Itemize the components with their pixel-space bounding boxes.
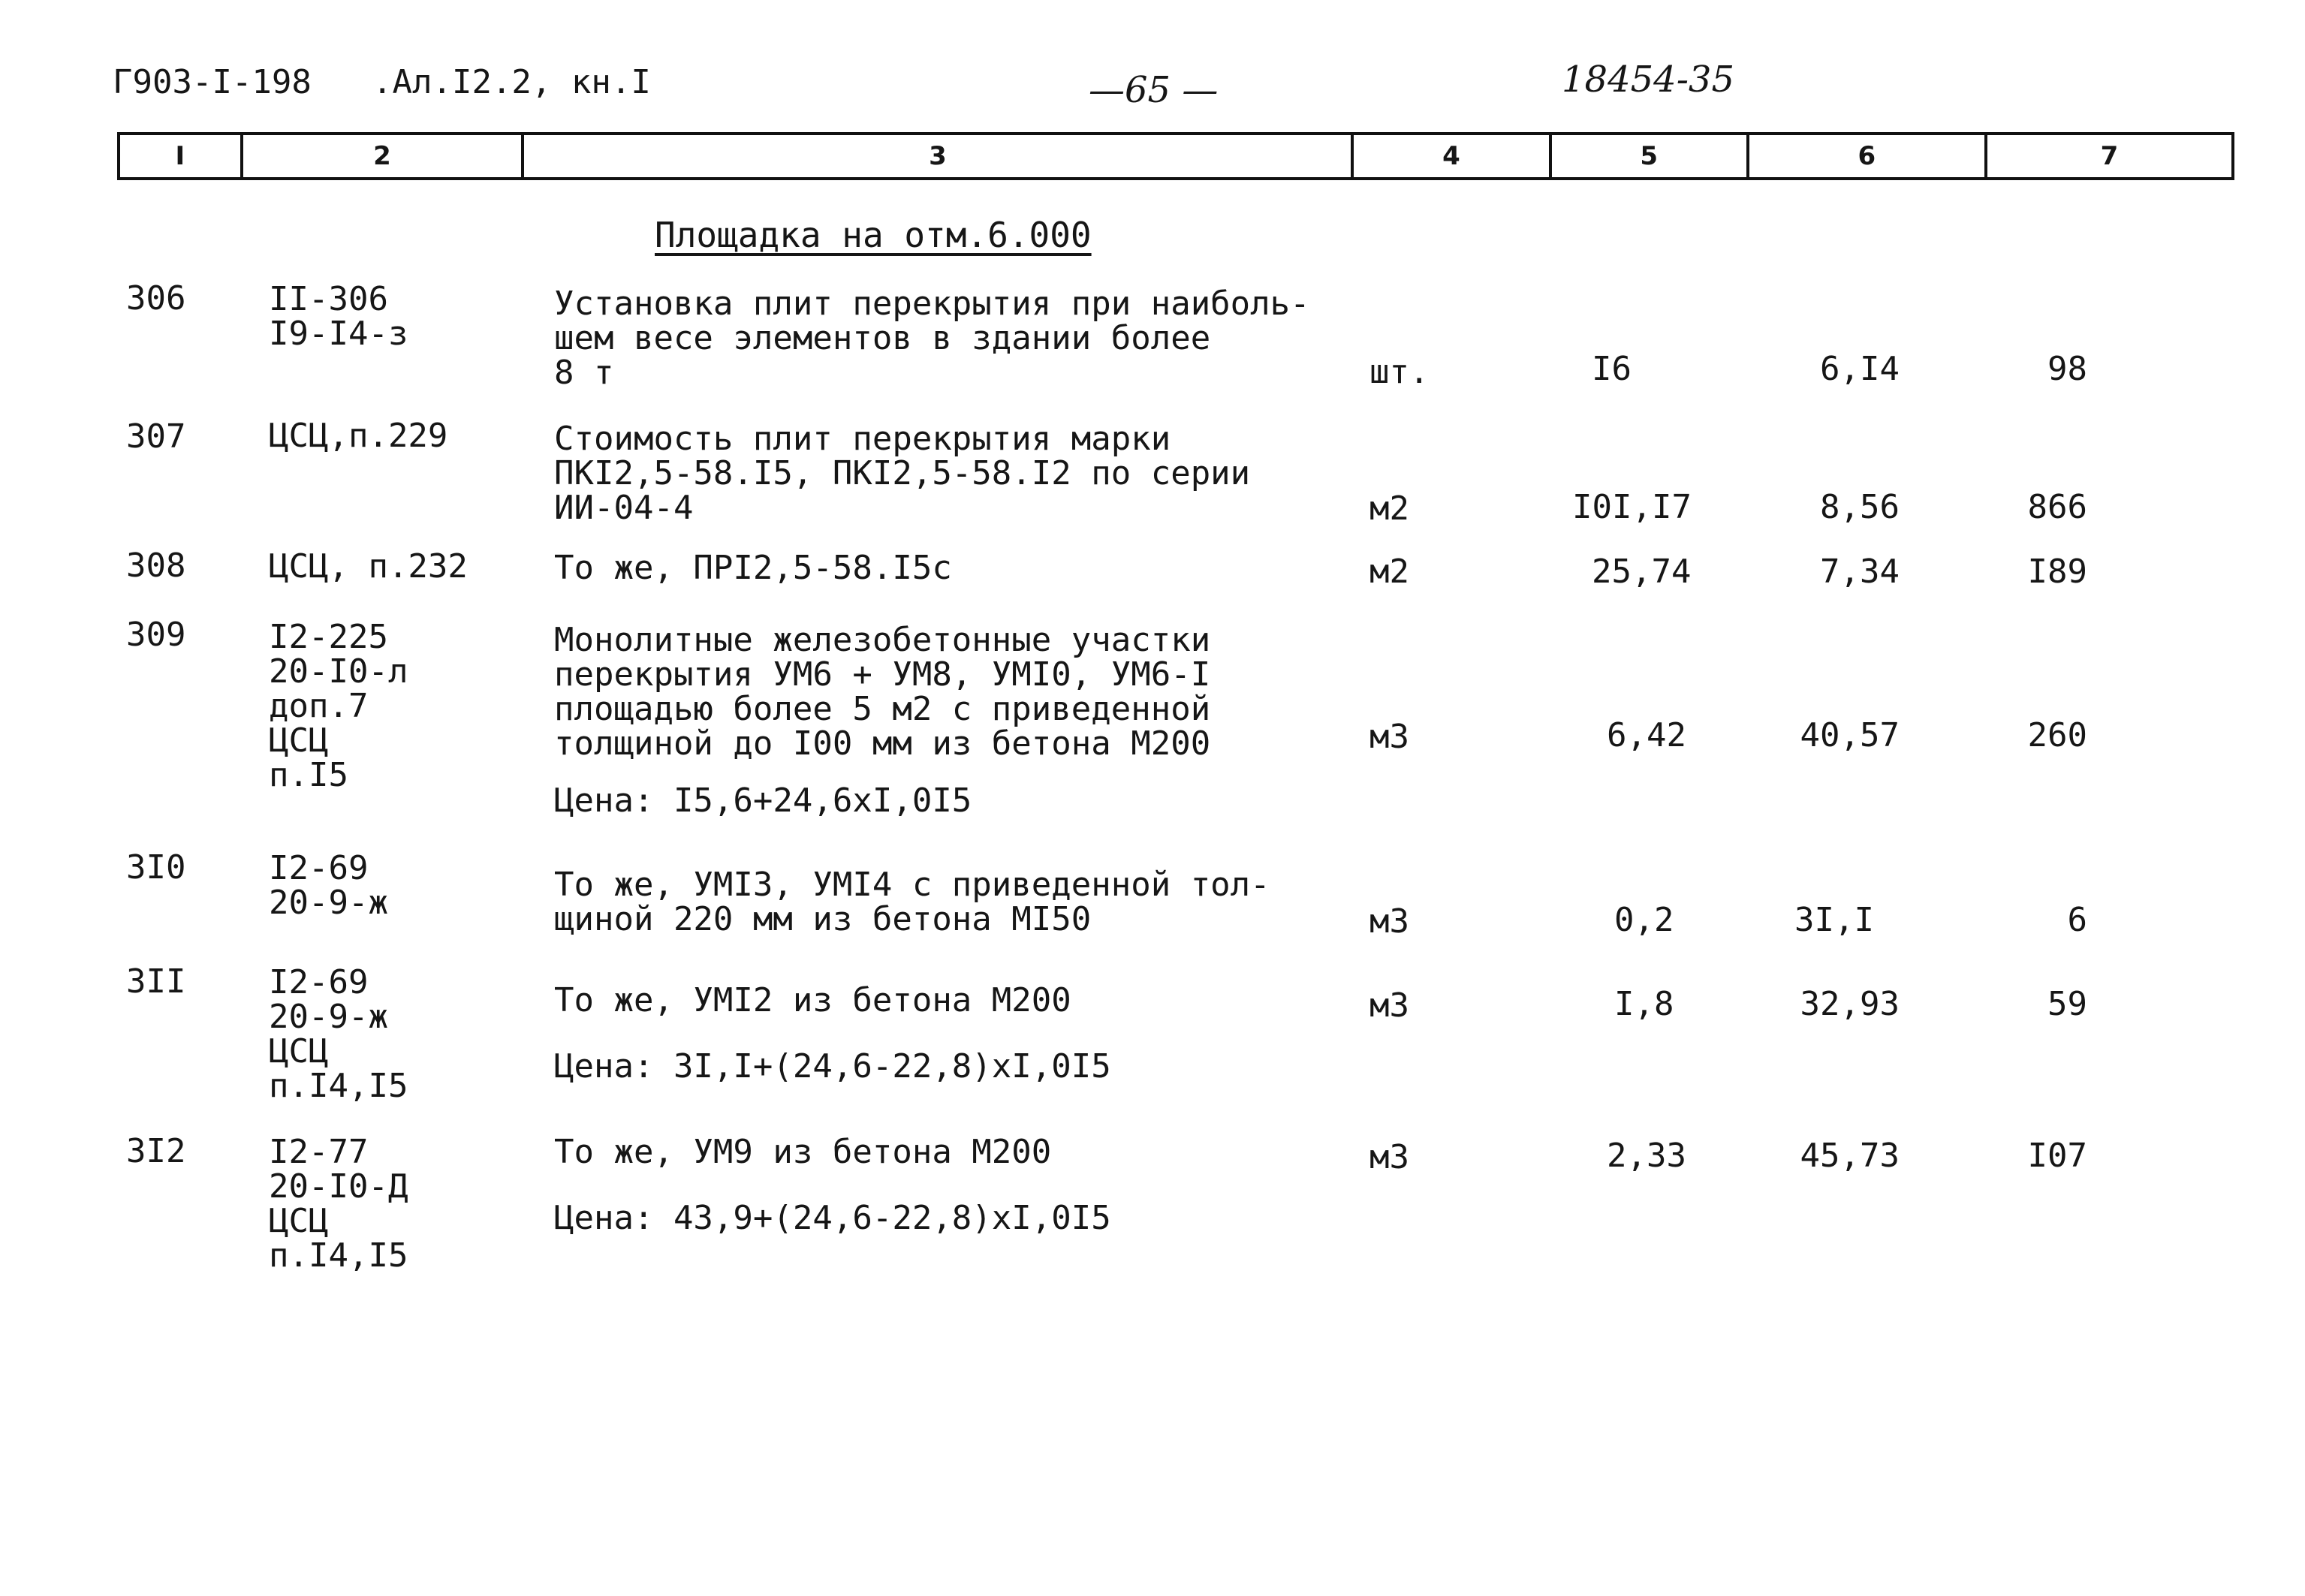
norm-code: ЦСЦ,п.229 xyxy=(269,417,448,455)
page-number: —65 — xyxy=(1089,69,1219,111)
column-header: 6 xyxy=(1749,135,1987,177)
total-cost: I07 xyxy=(2027,1137,2087,1175)
row-number: 309 xyxy=(126,616,186,654)
quantity: 0,2 xyxy=(1614,901,1674,939)
column-header: 5 xyxy=(1552,135,1749,177)
row-number: 3II xyxy=(126,962,186,1001)
column-header-row xyxy=(117,132,2234,180)
total-cost: I89 xyxy=(2027,553,2087,591)
work-description: То же, УМ9 из бетона М200 xyxy=(554,1133,1052,1171)
unit-price: 40,57 xyxy=(1800,716,1900,754)
column-header: 3 xyxy=(524,135,1354,177)
work-description: То же, ПРI2,5-58.I5с xyxy=(554,549,952,587)
quantity: 2,33 xyxy=(1607,1137,1686,1175)
unit: м2 xyxy=(1369,553,1409,591)
column-header: 7 xyxy=(2100,141,2119,171)
row-number: 307 xyxy=(126,417,186,456)
quantity: I0I,I7 xyxy=(1572,488,1692,526)
unit: м3 xyxy=(1369,986,1409,1025)
price-formula: Цена: I5,6+24,6хI,0I5 xyxy=(554,781,972,820)
row-number: 3I2 xyxy=(126,1132,186,1170)
quantity: I6 xyxy=(1592,350,1632,388)
unit-price: 45,73 xyxy=(1800,1137,1900,1175)
unit-price: 3I,I xyxy=(1794,901,1874,939)
unit-price: 6,I4 xyxy=(1820,350,1900,388)
unit: шт. xyxy=(1369,353,1430,391)
quantity: 6,42 xyxy=(1607,716,1686,754)
total-cost: 260 xyxy=(2027,716,2087,754)
row-number: 3I0 xyxy=(126,848,186,887)
price-formula: Цена: 43,9+(24,6-22,8)хI,0I5 xyxy=(554,1199,1111,1237)
quantity: 25,74 xyxy=(1592,553,1692,591)
row-number: 308 xyxy=(126,547,186,585)
unit: м2 xyxy=(1369,489,1409,528)
unit-price: 32,93 xyxy=(1800,985,1900,1023)
unit: м3 xyxy=(1369,718,1409,756)
work-description: То же, УМI2 из бетона М200 xyxy=(554,981,1071,1019)
work-description: Стоимость плит перекрытия марки ПКI2,5-58.I5, ПКI2,5-58.I2 по серии ИИ-04-4 xyxy=(554,420,1251,527)
unit-price: 8,56 xyxy=(1820,488,1900,526)
page-stamp: 18454-35 xyxy=(1562,59,1734,101)
album-reference: .Ал.I2.2, кн.I xyxy=(372,63,651,101)
work-description: Монолитные железобетонные участки перекрытия УМ6 + УМ8, УМI0, УМ6-I площадью более 5 м2 с приведенной толщиной до I00 мм из бетона М200 xyxy=(554,621,1211,763)
column-header: 4 xyxy=(1354,135,1551,177)
norm-code: II-306 I9-I4-з xyxy=(269,280,408,353)
unit-price: 7,34 xyxy=(1820,553,1900,591)
document-code: Г903-I-198 xyxy=(113,63,312,101)
quantity: I,8 xyxy=(1614,985,1674,1023)
norm-code: I2-69 20-9-ж ЦСЦ п.I4,I5 xyxy=(269,963,408,1105)
unit: м3 xyxy=(1369,1138,1409,1176)
work-description: То же, УМI3, УМI4 с приведенной тол- щиной 220 мм из бетона МI50 xyxy=(554,866,1270,938)
section-title: Площадка на отм.6.000 xyxy=(655,215,1092,255)
column-header: 2 xyxy=(243,135,525,177)
norm-code: I2-77 20-I0-Д ЦСЦ п.I4,I5 xyxy=(269,1133,408,1275)
unit: м3 xyxy=(1369,902,1409,941)
total-cost: 866 xyxy=(2027,488,2087,526)
row-number: 306 xyxy=(126,279,186,318)
norm-code: ЦСЦ, п.232 xyxy=(269,547,468,586)
price-formula: Цена: 3I,I+(24,6-22,8)хI,0I5 xyxy=(554,1047,1111,1086)
column-header: I xyxy=(120,135,243,177)
norm-code: I2-69 20-9-ж xyxy=(269,849,388,922)
total-cost: 6 xyxy=(2067,901,2087,939)
work-description: Установка плит перекрытия при наиболь- шем весе элементов в здании более 8 т xyxy=(554,285,1310,392)
norm-code: I2-225 20-I0-л доп.7 ЦСЦ п.I5 xyxy=(269,618,408,794)
total-cost: 59 xyxy=(2047,985,2087,1023)
total-cost: 98 xyxy=(2047,350,2087,388)
